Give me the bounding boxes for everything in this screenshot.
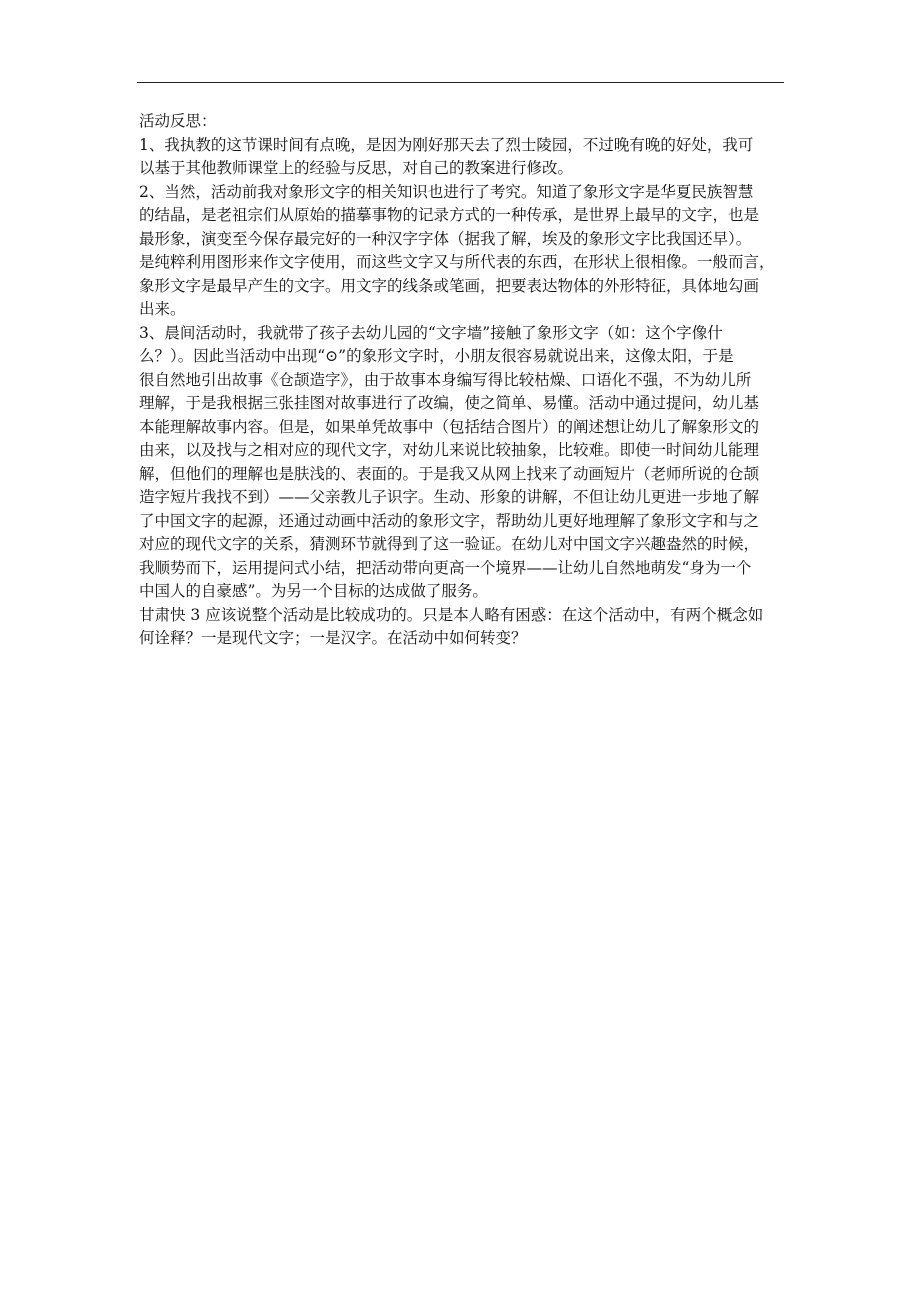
text-line: 出来。	[139, 300, 186, 318]
text-line: 中国人的自豪感”。为另一个目标的达成做了服务。	[139, 582, 488, 600]
section-heading: 活动反思：	[139, 112, 217, 130]
text-line: 甘肃快 3 应该说整个活动是比较成功的。只是本人略有困惑：在这个活动中，有两个概念如	[139, 605, 764, 624]
document-body	[139, 110, 785, 651]
text-line: 了中国文字的起源，还通过动画中活动的象形文字，帮助幼儿更好地理解了象形文字和与之	[139, 511, 760, 530]
text-line: 很自然地引出故事《仓颉造字》，由于故事本身编写得比较枯燥、口语化不强，不为幼儿所	[139, 370, 752, 389]
text-line: 解，但他们的理解也是肤浅的、表面的。于是我又从网上找来了动画短片（老师所说的仓颉	[139, 464, 760, 483]
text-line: 我顺势而下，运用提问式小结，把活动带向更高一个境界——让幼儿自然地萌发“身为一个	[139, 558, 752, 577]
text-line: 最形象，演变至今保存最完好的一种汉字字体（据我了解，埃及的象形文字比我国还早）。	[139, 229, 752, 248]
text-line: 3、晨间活动时，我就带了孩子去幼儿园的“文字墙”接触了象形文字（如：这个字像什	[139, 323, 723, 342]
text-line: 造字短片我找不到）——父亲教儿子识字。生动、形象的讲解，不但让幼儿更进一步地了解	[139, 488, 760, 506]
text-line: 本能理解故事内容。但是，如果单凭故事中（包括结合图片）的阐述想让幼儿了解象形文的	[139, 417, 760, 436]
text-line: 何诠释？一是现代文字；一是汉字。在活动中如何转变？	[139, 629, 527, 647]
text-line: 对应的现代文字的关系，猜测环节就得到了这一验证。在幼儿对中国文字兴趣盎然的时候，	[139, 535, 760, 553]
header-divider	[137, 82, 784, 83]
text-line: 是纯粹利用图形来作文字使用，而这些文字又与所代表的东西，在形状上很相像。一般而言，	[139, 253, 775, 271]
text-line: 么？）。因此当活动中出现“⊙”的象形文字时，小朋友很容易就说出来，这像太阳，于是	[139, 347, 734, 365]
text-line: 以基于其他教师课堂上的经验与反思，对自己的教案进行修改。	[139, 159, 574, 177]
text-line: 的结晶，是老祖宗们从原始的描摹事物的记录方式的一种传承，是世界上最早的文字，也是	[139, 206, 760, 224]
text-line: 由来，以及找与之相对应的现代文字，对幼儿来说比较抽象，比较难。即使一时间幼儿能理	[139, 441, 760, 459]
text-line: 1、我执教的这节课时间有点晚，是因为刚好那天去了烈士陵园，不过晚有晚的好处，我可	[139, 135, 754, 154]
text-line: 2、当然，活动前我对象形文字的相关知识也进行了考究。知道了象形文字是华夏民族智慧	[139, 182, 754, 201]
text-line: 象形文字是最早产生的文字。用文字的线条或笔画，把要表达物体的外形特征，具体地勾画	[139, 276, 760, 295]
text-line: 理解，于是我根据三张挂图对故事进行了改编，使之简单、易懂。活动中通过提问，幼儿基	[139, 394, 760, 412]
